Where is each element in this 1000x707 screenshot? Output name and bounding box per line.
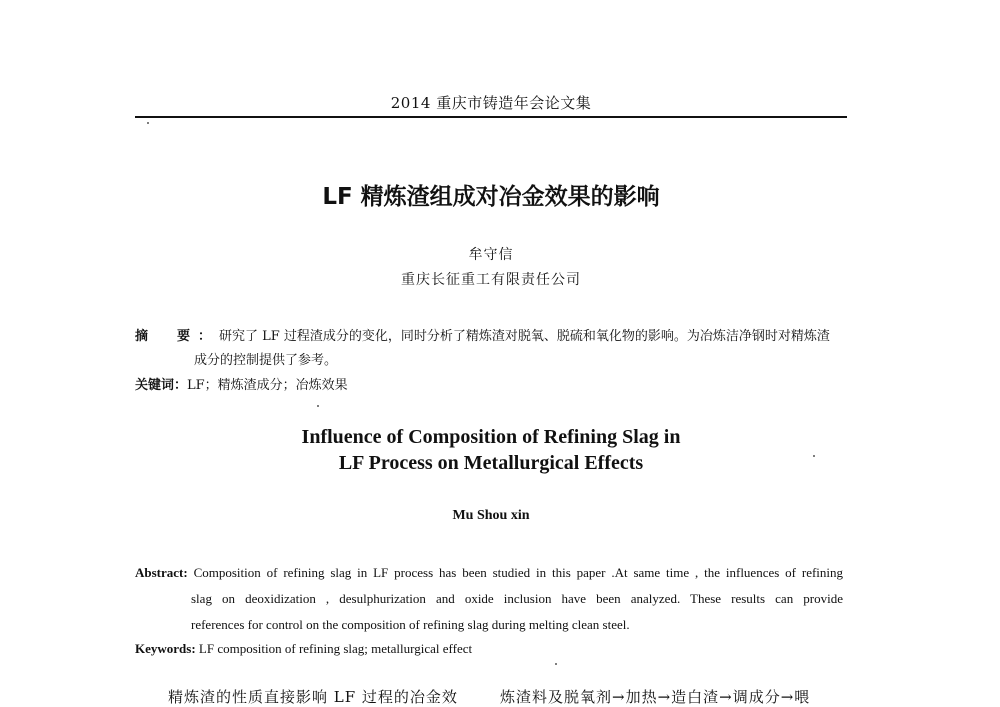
chinese-keywords [135,376,847,396]
body-text-right-column: 炼渣料及脱氧剂→加热→造白渣→调成分→喂 [500,688,811,706]
english-title [135,424,847,476]
scan-speck [555,663,557,665]
english-abstract-line2: slag on deoxidization , desulphurization and oxide inclusion have been analyzed. These results can provide [191,591,843,606]
scan-speck [147,122,149,124]
chinese-abstract-label: 摘 要： [135,329,220,344]
chinese-abstract-text-line1: 研究了 LF 过程渣成分的变化，同时分析了精炼渣对脱氧、脱硫和氧化物的影响。为冶炼洁净钢时对精炼渣 [219,329,830,344]
chinese-title: LF 精炼渣组成对冶金效果的影响 [322,184,660,210]
chinese-keywords-label: 关键词： [135,378,188,393]
english-abstract [135,560,843,638]
english-keywords-label: Keywords: [135,641,196,656]
english-abstract-line1 [135,560,843,586]
chinese-author: 牟守信 [468,247,514,263]
english-title-line2: LF Process on Metallurgical Effects [338,452,644,474]
body-text-left-column: 精炼渣的性质直接影响 LF 过程的冶金效 [168,688,458,706]
scan-speck [317,405,319,407]
english-keywords-text: LF composition of refining slag; metallurgical effect [198,641,473,656]
english-abstract-label: Abstract: [135,565,188,580]
english-title-line1: Influence of Composition of Refining Slag in [301,426,681,448]
chinese-keywords-text: LF；精炼渣成分；冶炼效果 [187,378,348,393]
chinese-abstract-text-line2: 成分的控制提供了参考。 [194,353,338,368]
chinese-affiliation: 重庆长征重工有限责任公司 [401,272,581,288]
chinese-abstract-first-line [135,325,855,349]
header-rule [135,116,847,118]
scan-speck [813,455,815,457]
chinese-abstract [135,325,855,373]
english-abstract-line3: references for control on the composition of refining slag during melting clean steel. [191,617,630,632]
english-author: Mu Shou xin [452,508,530,523]
running-head: 2014 重庆市铸造年会论文集 [390,94,592,112]
english-keywords [135,639,847,659]
english-abstract-text-line1: Composition of refining slag in LF process has been studied in this paper .At same time , the influences of refining [193,565,844,580]
